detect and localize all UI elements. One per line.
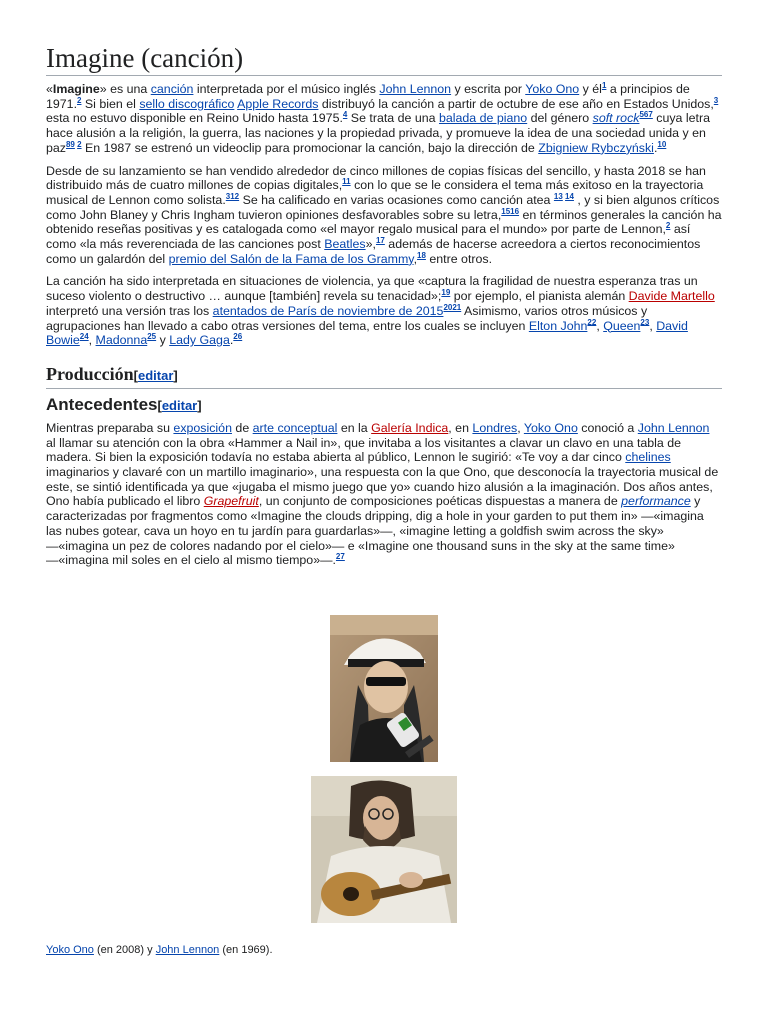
link-yoko-ono[interactable]: Yoko Ono (523, 420, 578, 435)
john-lennon-photo-graphic (311, 776, 457, 923)
ref-3[interactable]: 3 (713, 95, 719, 105)
link-grapefruit[interactable]: Grapefruit (203, 494, 259, 509)
link-cancion[interactable]: canción (150, 82, 194, 96)
antecedentes-paragraph: Mientras preparaba su exposición de arte conceptual en la Galería Indica, en Londres, Yoko Ono conoció a John Lennon al llamar su atención con la obra «Hammer a Nail in», que invitaba a los visitantes a clavar un clavo en una tabla de madera. Si bien la exposición todavía no estaba abierta al público, Lennon le sugirió: «Te voy a dar cinco chelines imaginarios y clavaré con un martillo imaginario», una respuesta con la que Ono, que desconocía la trayectoria musical de este, se sintió identificada ya que «jugaba el mismo juego que yo» cuando hizo alusión a la imaginación. Dos años antes, Ono había publicado el libro Grapefruit, un conjunto de composiciones poéticas dispuestas a manera de performance y caracterizadas por fragmentos como «Imagine the clouds dripping, dig a hole in your garden to put them in» —«imagina las nubes gotear, cava un hoyo en tu jardín para guardarlas»—, «imagine letting a goldfish swim across the sky» —«imagina un pez de colores nadando por el cielo»— e «Imagine one thousand suns in the sky at the same time» —«imagina mil soles en el cielo al mismo tiempo»—.$^{27}$ (46, 420, 719, 568)
ref-1[interactable]: 1 (601, 80, 607, 90)
edit-link[interactable]: editar (161, 397, 198, 413)
link-lady-gaga[interactable]: Lady Gaga (169, 333, 230, 348)
ref-2b[interactable]: 2 (77, 139, 82, 149)
image-caption: Yoko Ono (en 2008) y John Lennon (en 1969). (46, 944, 273, 956)
ref-14[interactable]: 14 (565, 191, 574, 201)
link-performance[interactable]: performance (621, 494, 691, 509)
ref-89[interactable]: 89 (65, 139, 75, 149)
ref-19[interactable]: 19 (441, 288, 451, 298)
article (46, 0, 722, 568)
john-lennon-photo[interactable] (311, 776, 457, 923)
section-heading-produccion: Producción[editar] (46, 362, 722, 389)
link-galeria-indica[interactable]: Galería Indica (371, 420, 449, 435)
ref-24[interactable]: 24 (79, 332, 89, 342)
ref-27[interactable]: 27 (335, 552, 345, 562)
link-davide-martello[interactable]: Davide Martello (628, 289, 715, 304)
bold-title: Imagine (52, 82, 100, 96)
link-john-lennon[interactable]: John Lennon (379, 82, 452, 96)
link-londres[interactable]: Londres (472, 420, 518, 435)
edit-section-antecedentes: [editar] (157, 397, 202, 413)
link-arte-conceptual[interactable]: arte conceptual (252, 420, 338, 435)
link-soft-rock[interactable]: soft rock (592, 111, 640, 126)
link-premio-grammy[interactable]: premio del Salón de la Fama de los Grammy (168, 251, 414, 266)
ref-22[interactable]: 22 (587, 317, 597, 327)
caption-link-john-lennon[interactable]: John Lennon (155, 944, 220, 956)
ref-13[interactable]: 13 (553, 191, 563, 201)
yoko-ono-photo[interactable] (330, 615, 438, 762)
ref-1516[interactable]: 1516 (501, 206, 520, 216)
covers-paragraph: La canción ha sido interpretada en situaciones de violencia, ya que «captura la fragilidad de nuestra esperanza tras un suceso violento o destructivo … aunque [también] revela su tenacidad»;$^{19}$ por ejemplo, el pianista alemán Davide Martello interpretó una versión tras los atentados de París de noviembre de 2015$^{2021}$ Asimismo, varios otros músicos y agrupaciones han llevado a cabo otras versiones del tema, entre los cuales se incluyen Elton John$^{22}$, Queen$^{23}$, David Bowie$^{24}$, Madonna$^{25}$ y Lady Gaga.$^{26}$ (46, 274, 715, 348)
link-madonna[interactable]: Madonna (95, 333, 148, 348)
ref-18[interactable]: 18 (417, 250, 426, 260)
ref-312[interactable]: 312 (225, 191, 240, 201)
ref-26[interactable]: 26 (233, 332, 243, 342)
yoko-ono-photo-graphic (330, 615, 438, 762)
link-chelines[interactable]: chelines (625, 450, 671, 465)
ref-10[interactable]: 10 (657, 139, 667, 149)
link-balada[interactable]: balada de piano (438, 111, 528, 126)
link-zbigniew[interactable]: Zbigniew Rybczyński (538, 140, 654, 155)
section-heading-antecedentes: Antecedentes[editar] (46, 394, 202, 414)
caption-link-yoko-ono[interactable]: Yoko Ono (46, 944, 94, 956)
ref-2021[interactable]: 2021 (443, 302, 462, 312)
link-exposicion[interactable]: exposición (173, 420, 232, 435)
ref-11[interactable]: 11 (342, 177, 351, 187)
link-david-bowie[interactable]: David Bowie (46, 318, 688, 348)
edit-section-produccion: [editar] (133, 367, 178, 383)
ref-567[interactable]: 567 (639, 110, 653, 120)
link-john-lennon[interactable]: John Lennon (637, 420, 710, 435)
ref-23[interactable]: 23 (640, 317, 650, 327)
link-atentados-paris[interactable]: atentados de París de noviembre de 2015 (212, 303, 444, 318)
ref-2[interactable]: 2 (77, 95, 82, 105)
ref-17[interactable]: 17 (375, 235, 385, 245)
link-sello[interactable]: sello discográfico (139, 96, 235, 111)
link-yoko-ono[interactable]: Yoko Ono (525, 82, 580, 96)
intro-paragraph: «Imagine» es una canción interpretada por el músico inglés John Lennon y escrita por Yoko Ono y él$^1$ a principios de 1971.$^2$ Si bien el sello discográfico Apple Records distribuyó la canción a partir de octubre de ese año en Estados Unidos,$^3$ esta no estuvo disponible en Reino Unido hasta 1975.$^4$ Se trata de una balada de piano del género soft rock$^{567}$ cuya letra hace alusión a la religión, la guerra, las naciones y la propiedad privada, y promueve la idea de una sociedad unida y en paz$^{89}$ $^2$ En 1987 se estrenó un videoclip para promocionar la canción, bajo la dirección de Zbigniew Rybczyński.$^{10}$ (46, 80, 719, 155)
page-title: Imagine (canción) (46, 42, 722, 76)
link-beatles[interactable]: Beatles (324, 237, 366, 252)
edit-link[interactable]: editar (138, 367, 174, 383)
link-apple-records[interactable]: Apple Records (237, 96, 319, 111)
ref-2c[interactable]: 2 (665, 221, 671, 231)
ref-4[interactable]: 4 (342, 110, 348, 120)
link-queen[interactable]: Queen (603, 318, 641, 333)
ref-25[interactable]: 25 (147, 332, 157, 342)
link-elton-john[interactable]: Elton John (528, 318, 588, 333)
sales-paragraph: Desde de su lanzamiento se han vendido alrededor de cinco millones de copias físicas del sencillo, y hasta 2018 se han distribuido más de cuatro millones de copias digitales,$^{11}$ con lo que se le considera el tema más exitoso en la trayectoria musical de Lennon como solista.$^{312}$ Se ha calificado en varias ocasiones como canción atea $^{13}$ $^{14}$ , y si bien algunos críticos como John Blaney y Chris Ingham tuvieron opiniones desfavorables sobre su letra,$^{1516}$ en términos generales la canción ha obtenido reseñas positivas y es catalogada como «el mayor regalo musical para el mundo» por parte de Lennon,$^2$ así como «la más reverenciada de las canciones post Beatles»,$^{17}$ además de hacerse acreedora a ciertos reconocimientos como un galardón del premio del Salón de la Fama de los Grammy,$^{18}$ entre otros. (46, 163, 722, 266)
